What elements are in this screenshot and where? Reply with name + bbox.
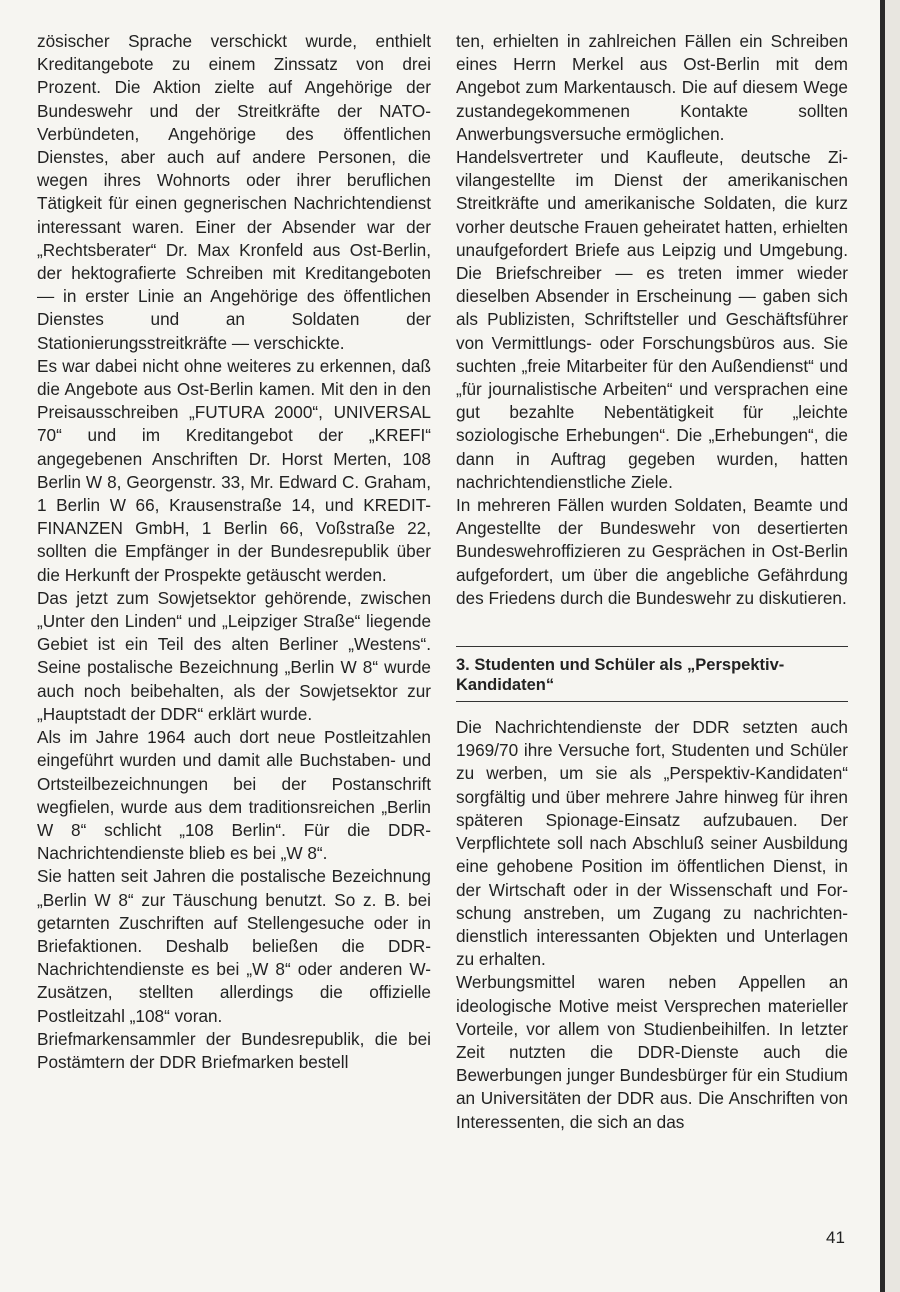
paragraph: Die Nachrichtendienste der DDR setzten auch 1969/70 ihre Versuche fort, Studenten und Schüler zu werben, um sie als „Perspektiv-Kandidaten“ sorgfältig und über mehrere Jahre hinweg für ihren späteren Spionage-Einsatz aufzubauen. Der Verpflichtete soll nach Abschluß seiner Ausbildung eine gehobene Position im öffentlichen Dienst, in der Wirtschaft oder in der Wissenschaft und Forschung anstreben, um Zugang zu nachrichtendienstlich interessanten Objekten und Unterlagen zu erhalten. (456, 717, 848, 970)
paragraph: Das jetzt zum Sowjetsektor gehörende, zwischen „Unter den Linden“ und „Leipziger Straße“ liegende Gebiet ist ein Teil des alten Berliner „Westens“. Seine postalische Bezeichnung „Berlin W 8“ wurde auch noch beibehalten, als der Sowjetsektor zur „Hauptstadt der DDR“ erklärt wurde. (37, 587, 431, 724)
paragraph: Sie hatten seit Jahren die postalische Bezeichnung „Berlin W 8“ zur Täuschung benutzt. So z. B. bei getarnten Zuschriften auf Stellengesuche oder in Briefaktionen. Deshalb beließen die DDR-Nachrichtendienste es bei „W 8“ oder anderen W-Zusätzen, stellten allerdings die offizielle Postleitzahl „108“ voran. (37, 866, 431, 1026)
paragraph: ten, erhielten in zahlreichen Fällen ein Schreiben eines Herrn Merkel aus Ost-Berlin mit dem Angebot zum Markentausch. Die auf diesem Wege zustandegekommenen Kontakte sollten Anwerbungsversuche ermöglichen. (456, 31, 848, 144)
paragraph: Werbungsmittel waren neben Appellen an ideologische Motive meist Versprechen materieller Vorteile, vor allem von Studienbeihilfen. In letzter Zeit nutzten die DDR-Dienste auch die Bewerbungen junger Bundesbürger für ein Studium an Universitäten der DDR aus. Die Anschriften von Interessenten, die sich an das (456, 972, 848, 1132)
paragraph: Es war dabei nicht ohne weiteres zu erkennen, daß die Angebote aus Ost-Berlin kamen. Mit den in den Preisausschreiben „FUTURA 2000“, UNIVERSAL 70“ und im Kreditangebot der „KREFI“ angegebenen Anschriften Dr. Horst Merten, 108 Berlin W 8, Georgenstr. 33, Mr. Edward C. Graham, 1 Berlin W 66, Krausenstraße 14, und KREDIT-FINANZEN GmbH, 1 Berlin 66, Voßstraße 22, sollten die Empfänger in der Bundesrepublik über die Herkunft der Prospekte getäuscht werden. (37, 355, 431, 585)
paragraph: Briefmarkensammler der Bundesrepublik, die bei Postämtern der DDR Briefmarken bestell (37, 1028, 431, 1072)
page-edge-shadow (885, 0, 900, 1292)
page-edge-bar (880, 0, 885, 1292)
section-heading: 3. Studenten und Schüler als „Perspektiv-Kandidaten“ (456, 646, 848, 702)
right-column (456, 30, 848, 1134)
paragraph: In mehreren Fällen wurden Soldaten, Beamte und Angestellte der Bundeswehr von desertierten Bundeswehroffizieren zu Gesprächen in Ost-Berlin aufgefordert, um über die angebliche Gefährdung des Friedens durch die Bundeswehr zu diskutieren. (456, 495, 848, 608)
paragraph: Als im Jahre 1964 auch dort neue Postleitzahlen eingeführt wurden und damit alle Buchstaben- und Ortsteilbezeichnungen bei der Postanschrift wegfielen, wurde aus dem traditionsreichen „Berlin W 8“ schlicht „108 Berlin“. Für die DDR-Nachrichtendienste blieb es bei „W 8“. (37, 727, 431, 864)
paragraph: zösischer Sprache verschickt wurde, enthielt Kreditangebote zu einem Zinssatz von drei Prozent. Die Aktion zielte auf Angehörige der Bundeswehr und der Streitkräfte der NATO-Verbündeten, Angehörige des öffentlichen Dienstes, aber auch auf andere Personen, die wegen ihres Wohnorts oder ihrer beruflichen Tätigkeit für einen gegnerischen Nachrichtendienst interessant waren. Einer der Absender war der „Rechtsberater“ Dr. Max Kronfeld aus Ost-Berlin, der hektografierte Schreiben mit Kreditangeboten — in erster Linie an Angehörige des öffentlichen Dienstes und an Soldaten der Stationierungsstreitkräfte — verschickte. (37, 31, 431, 353)
left-column (37, 30, 431, 1074)
page-number: 41 (826, 1228, 845, 1247)
paragraph: Handelsvertreter und Kaufleute, deutsche Zivilangestellte im Dienst der amerikanischen Streitkräfte und amerikanische Soldaten, die kurz vorher deutsche Frauen geheiratet hatten, erhielten unaufgefordert Briefe aus Leipzig und Umgebung. Die Briefschreiber — es treten immer wieder dieselben Absender in Erscheinung — gaben sich als Publizisten, Schriftsteller und Geschäftsführer von Vermittlungs- oder Forschungsbüros aus. Sie suchten „freie Mitarbeiter für den Außendienst“ und „für journalistische Arbeiten“ und versprachen eine gut bezahlte Nebentätigkeit für „leichte soziologische Erhebungen“. Die „Erhebungen“, die dann in Auftrag gegeben wurden, hatten nachrichtendienstliche Ziele. (456, 147, 848, 492)
